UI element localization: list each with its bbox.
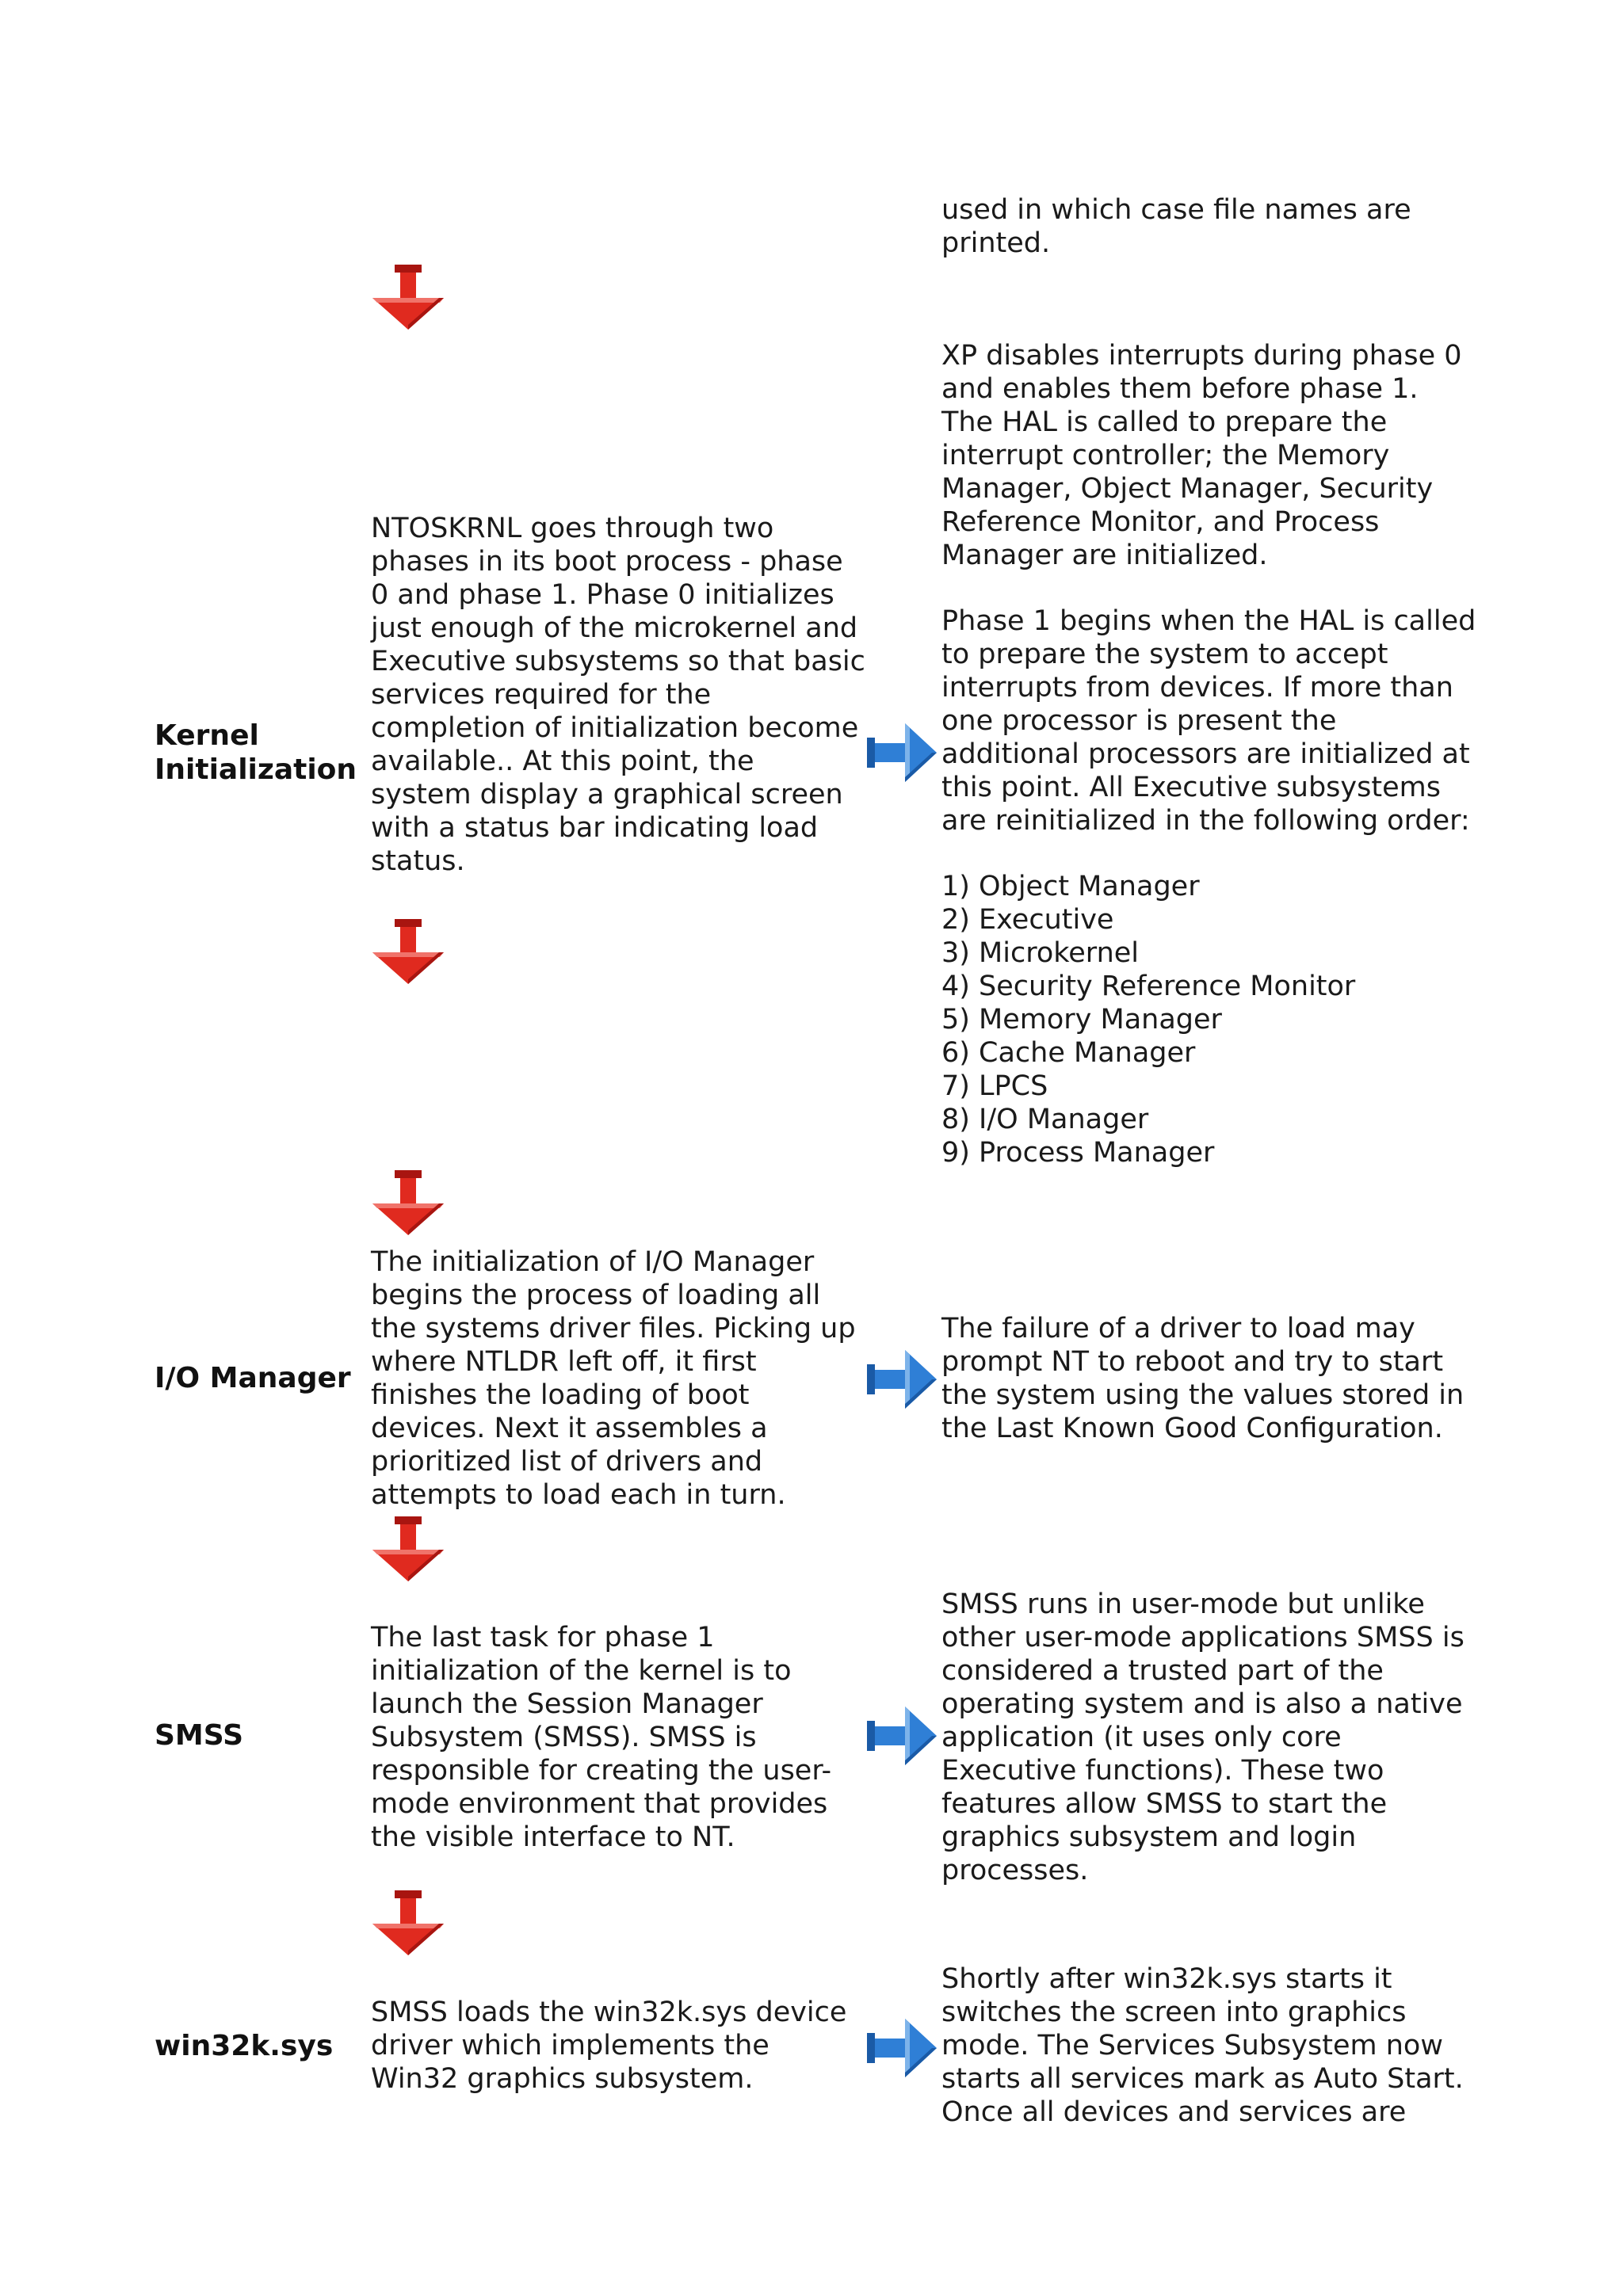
win32k-description: SMSS loads the win32k.sys device driver which implements the Win32 graphics subsystem. [371,1997,847,2095]
down-arrow-icon [366,1167,453,1238]
list-item: 1) Object Manager [941,871,1200,902]
executive-order-list [941,870,1512,1169]
kernel-initialization-label: Kernel Initialization [155,719,357,786]
list-item: 3) Microkernel [941,937,1140,969]
kernel-detail-intro: XP disables interrupts during phase 0 and enables them before phase 1. The HAL is called to prepare the interrupt controller; the Memory Manager, Object Manager, Security Reference Monitor, and Process Manager are initialized. [941,340,1462,571]
list-item: 2) Executive [941,904,1114,936]
down-arrow-icon [366,1513,453,1585]
win32k-label: win32k.sys [155,2030,334,2062]
io-manager-detail: The failure of a driver to load may prompt NT to reboot and try to start the system using the values stored in the Last Known Good Configuration. [941,1313,1465,1444]
down-arrow-icon [366,916,453,987]
list-item: 4) Security Reference Monitor [941,971,1356,1002]
list-item: 5) Memory Manager [941,1004,1222,1035]
smss-label: SMSS [155,1719,243,1752]
continuation-text: used in which case file names are printed. [941,194,1411,259]
io-manager-description: The initialization of I/O Manager begins the process of loading all the systems driver files. Picking up where NTLDR left off, it first finishes the loading of boot devices. Next it assembles a prioritized list of drivers and attempts to load each in turn. [371,1246,856,1511]
smss-detail: SMSS runs in user-mode but unlike other user-mode applications SMSS is considered a trusted part of the operating system and is also a native application (it uses only core Executive functions). These two features allow SMSS to start the graphics subsystem and login processes. [941,1589,1465,1886]
list-item: 8) I/O Manager [941,1104,1149,1135]
list-item: 9) Process Manager [941,1137,1215,1169]
down-arrow-icon [366,261,453,333]
down-arrow-icon [366,1887,453,1958]
right-arrow-icon [864,2012,940,2084]
list-item: 6) Cache Manager [941,1037,1196,1069]
kernel-detail-phase1: Phase 1 begins when the HAL is called to prepare the system to accept interrupts from devices. If more than one processor is present the additional processors are initialized at this point. All Executive subsystems are reinitialized in the following order: [941,605,1476,837]
right-arrow-icon [864,1700,940,1772]
list-item: 7) LPCS [941,1070,1048,1102]
right-arrow-icon [864,1344,940,1415]
right-arrow-icon [864,717,940,788]
smss-description: The last task for phase 1 initialization of the kernel is to launch the Session Manager Subsystem (SMSS). SMSS is responsible for creating the user- mode environment that provides the visible interface to NT. [371,1622,832,1853]
kernel-description: NTOSKRNL goes through two phases in its boot process - phase 0 and phase 1. Phase 0 initializes just enough of the microkernel and Executive subsystems so that basic services required for the completion of initialization become available.. At this point, the system display a graphical screen with a status bar indicating load status. [371,513,865,877]
win32k-detail: Shortly after win32k.sys starts it switches the screen into graphics mode. The Services Subsystem now starts all services mark as Auto Start. Once all devices and services are [941,1963,1464,2128]
io-manager-label: I/O Manager [155,1362,351,1394]
